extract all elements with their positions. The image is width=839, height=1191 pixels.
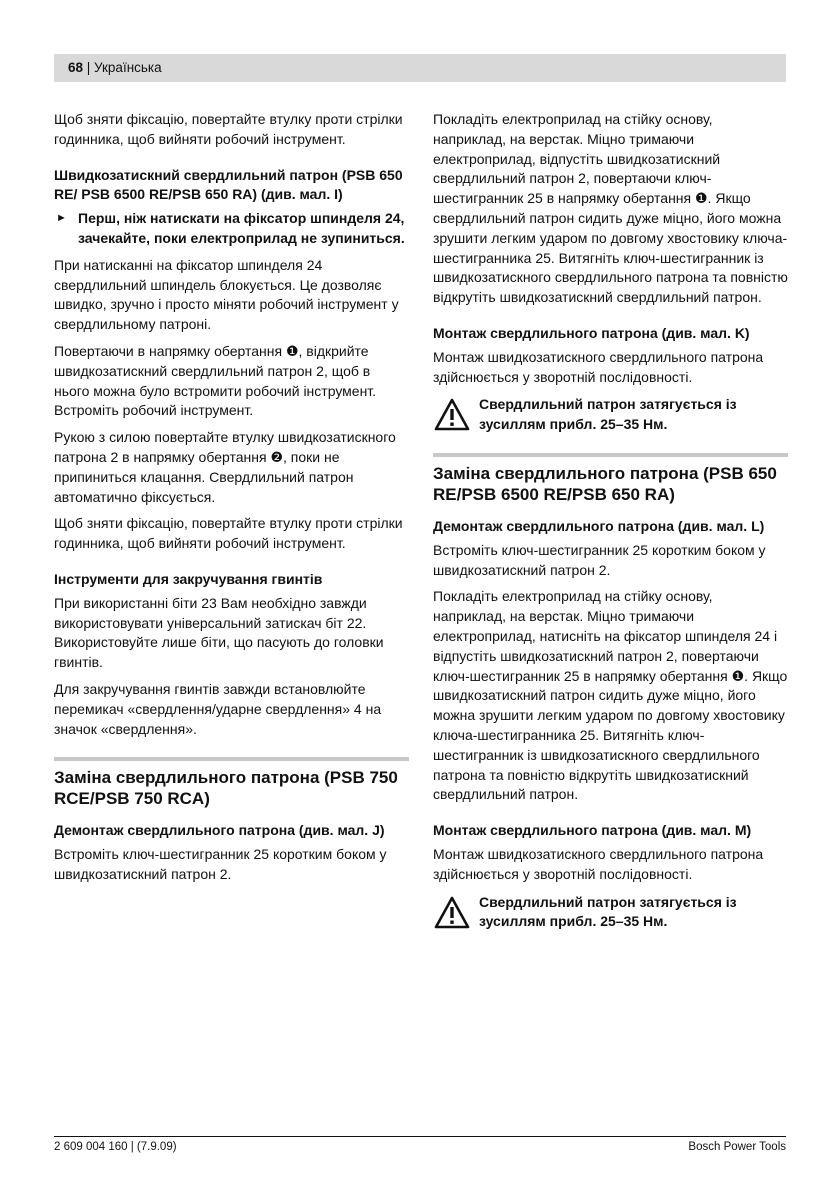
subheading-mount-chuck: Монтаж свердлильного патрона (див. мал. K)	[433, 324, 750, 341]
paragraph-turn-sleeve: Рукою з силою повертайте втулку швидкозатискного патрона 2 в напрямку обертання ❷, поки не припиниться клацання. Свердлильний патрон автоматично фіксується.	[54, 429, 396, 505]
section-title-psb750: Заміна свердлильного патрона (PSB 750 RCE/PSB 750 RCA)	[54, 768, 398, 809]
warning-text: Свердлильний патрон затягується із зусиллям прибл. 25–35 Нм.	[479, 893, 737, 930]
warning-triangle-icon	[434, 896, 470, 929]
subheading-remove-chuck: Демонтаж свердлильного патрона (див. мал. J)	[54, 822, 385, 839]
paragraph-release: Щоб зняти фіксацію, повертайте втулку проти стрілки годинника, щоб вийняти робочий інструмент.	[54, 515, 403, 552]
section-title-psb650: Заміна свердлильного патрона (PSB 650 RE/PSB 6500 RE/PSB 650 RA)	[433, 463, 777, 504]
paragraph-insert-key: Встроміть ключ-шестигранник 25 коротким боком у швидкозатискний патрон 2.	[433, 541, 766, 578]
paragraph-open-chuck: Повертаючи в напрямку обертання ❶, відкрийте швидкозатискний свердлильний патрон 2, щоб в нього можна було встромити робочий інструмент. Встроміть робочий інструмент.	[54, 342, 377, 419]
paragraph-switch: Для закручування гвинтів завжди встановлюйте перемикач «свердлення/ударне свердлення» 4 на значок «свердлення».	[54, 680, 382, 737]
triangle-icon: ►	[56, 212, 67, 225]
subheading-mount-chuck-2: Монтаж свердлильного патрона (див. мал. M)	[433, 822, 752, 839]
bullet-text: Перш, ніж натискати на фіксатор шпинделя 24, зачекайте, поки електроприлад не зупиниться.	[78, 210, 405, 246]
header-language: Українська	[94, 60, 162, 75]
footer-doc-number: 2 609 004 160 | (7.9.09)	[54, 1141, 177, 1153]
warning-text: Свердлильний патрон затягується із зусиллям прибл. 25–35 Нм.	[479, 396, 737, 433]
paragraph-intro: Щоб зняти фіксацію, повертайте втулку проти стрілки годинника, щоб вийняти робочий інструмент.	[54, 111, 403, 147]
paragraph-place-tool-2: Покладіть електроприлад на стійку основу, наприклад, на верстак. Міцно тримаючи електроприлад, натисніть на фіксатор шпинделя 24 і відпустіть швидкозатискний патрон 2, повертаючи ключ-шестигранник 25 в напрямку обертання ❶. Якщо швидкозатискний патрон сидить дуже міцно, його можна зрушити легким ударом по довгому хвостовику ключа-шестигранника 25. Витягніть ключ-шестигранник із швидкозатискного свердлильного патрона та повністю відкрутіть швидкозатискний свердлильний патрон.	[433, 588, 788, 803]
subheading-remove-chuck: Демонтаж свердлильного патрона (див. мал. L)	[433, 517, 765, 534]
left-column	[54, 110, 409, 892]
bullet-item	[54, 209, 409, 249]
paragraph-bits: При використанні біти 23 Вам необхідно завжди використовувати універсальний затискач біт 22. Використовуйте лише біти, що пасують до головки гвинтів.	[54, 594, 384, 671]
footer-divider	[54, 1136, 786, 1137]
section-divider	[54, 757, 409, 809]
subheading-keyless-chuck: Швидкозатискний свердлильний патрон (PSB 650 RE/ PSB 6500 RE/PSB 650 RA) (див. мал. I)	[54, 166, 403, 203]
right-column	[433, 110, 788, 932]
footer-brand: Bosch Power Tools	[688, 1141, 786, 1153]
paragraph-place-tool: Покладіть електроприлад на стійку основу, наприклад, на верстак. Міцно тримаючи електроприлад, відпустіть швидкозатискний свердлильний патрон 2, повертаючи ключ-шестигранник 25 в напрямку обертання ❶. Якщо свердлильний патрон сидить дуже міцно, його можна зрушити легким ударом по довгому хвостовику ключа-шестигранника 25. Витягніть ключ-шестигранник із швидкозатискного свердлильного патрона та повністю відкрутіть швидкозатискний свердлильний патрон.	[433, 111, 788, 306]
subheading-screwdriving-tools: Інструменти для закручування гвинтів	[54, 570, 323, 587]
paragraph-insert-key: Встроміть ключ-шестигранник 25 коротким боком у швидкозатискний патрон 2.	[54, 846, 387, 882]
header-separator: |	[83, 60, 95, 75]
warning-note	[433, 395, 788, 435]
paragraph-spindle-lock: При натисканні на фіксатор шпинделя 24 свердлильний шпиндель блокується. Це дозволяє швидко, зручно і просто міняти робочий інструмент у свердлильному патроні.	[54, 256, 399, 333]
page-number: 68	[68, 60, 84, 75]
warning-note	[433, 893, 788, 933]
warning-triangle-icon	[434, 398, 470, 431]
paragraph-mount: Монтаж швидкозатискного свердлильного патрона здійснюється у зворотній послідовності.	[433, 348, 764, 385]
page-header	[54, 54, 786, 82]
paragraph-mount-2: Монтаж швидкозатискного свердлильного патрона здійснюється у зворотній послідовності.	[433, 845, 764, 882]
section-divider	[433, 453, 788, 505]
